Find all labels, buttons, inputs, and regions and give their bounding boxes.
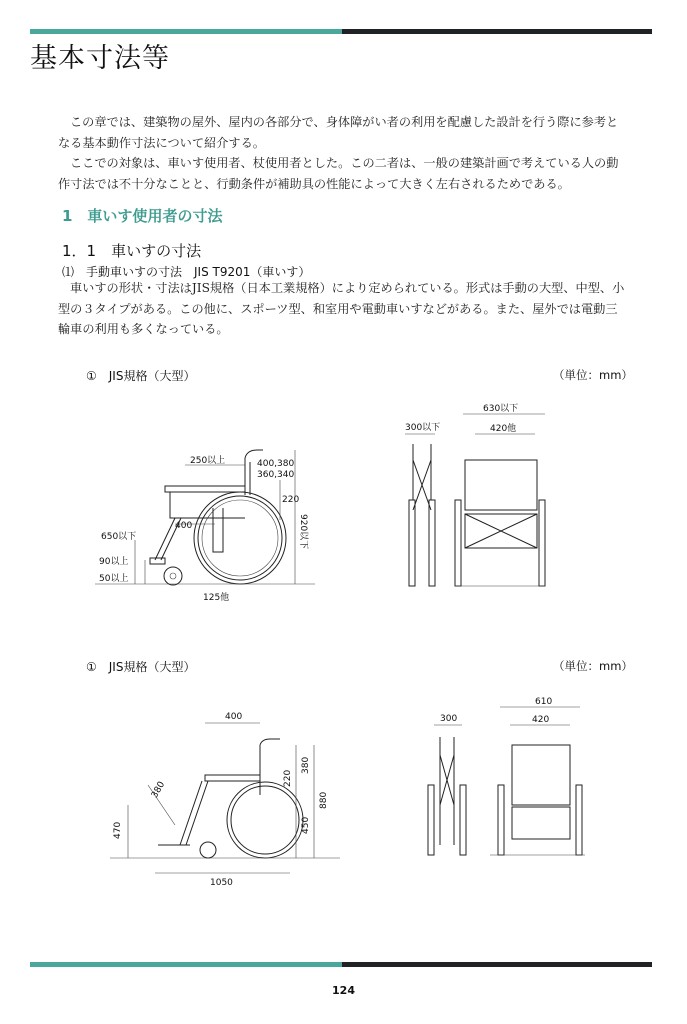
intro-paragraph-2 — [58, 153, 628, 194]
dim-armrest: 220 — [283, 769, 293, 787]
front-wheelchair-icon — [455, 460, 545, 586]
dim-armrest: 220 — [282, 495, 300, 505]
dim-caster: 125他 — [203, 593, 230, 603]
dim-seat-height: 400 — [175, 521, 193, 531]
folded-wheelchair-icon — [409, 444, 435, 586]
intro-paragraph-1 — [58, 112, 628, 153]
dim-leg-len: 380 — [149, 780, 168, 800]
dim-wheel-a: 400,380 — [257, 459, 295, 469]
figure1-label: ① JIS規格（大型） — [86, 369, 196, 383]
intro-paragraph-1-text: この章では、建築物の屋外、屋内の各部分で、身体障がい者の利用を配慮した設計を行う際に参考となる基本動作寸法について紹介する。 — [58, 115, 619, 150]
dim-seat-len: 400 — [225, 712, 243, 722]
wheel-icon — [194, 492, 286, 584]
dim-total-height: 920以下 — [298, 514, 308, 550]
figure2-unit: （単位：mm） — [553, 659, 633, 673]
dim-seat-height: 450 — [301, 816, 311, 834]
dim-leg-height: 470 — [113, 821, 123, 839]
caster-icon — [200, 842, 216, 858]
intro-paragraph-2-text: ここでの対象は、車いす使用者、杖使用者とした。この二者は、一般の建築計画で考えている人の動作寸法では不十分なことと、行動条件が補助具の性能によって大きく左右されるためである。 — [58, 156, 619, 191]
section-heading-1-1: 1．1 車いすの寸法 — [62, 242, 202, 260]
dim-footrest-front: 650以下 — [101, 532, 137, 542]
figure2-front-views — [420, 695, 590, 870]
page-number: 124 — [332, 984, 355, 997]
dim-front-width: 610 — [535, 697, 553, 707]
dim-side-width: 300 — [440, 714, 458, 724]
front-wheelchair-icon — [490, 745, 585, 855]
figure1-side-view — [95, 440, 335, 610]
dim-footrest-b: 50以上 — [99, 574, 129, 584]
dim-front-width: 630以下 — [483, 404, 519, 414]
figure1-unit: （単位：mm） — [553, 368, 633, 382]
footer-rule — [30, 962, 652, 967]
dim-seat-depth: 250以上 — [190, 456, 226, 466]
dim-seat-width: 420 — [532, 715, 550, 725]
subsection-heading-1: ⑴ 手動車いすの寸法 JIS T9201（車いす） — [62, 265, 311, 279]
dim-side-width: 300以下 — [405, 423, 441, 433]
dim-seat-width: 420他 — [490, 424, 517, 434]
wheel-icon — [227, 782, 303, 858]
section-heading-1: 1 車いす使用者の寸法 — [62, 207, 223, 225]
figure2-side-view — [110, 705, 340, 890]
dim-back-len: 380 — [301, 756, 311, 774]
figure2-label: ① JIS規格（大型） — [86, 660, 196, 674]
dim-total-len: 1050 — [210, 878, 233, 888]
dim-wheel-b: 360,340 — [257, 470, 295, 480]
folded-wheelchair-icon — [428, 737, 466, 855]
page-title: 基本寸法等 — [30, 43, 170, 74]
dim-total-height: 880 — [319, 791, 329, 809]
subsection-body — [58, 278, 628, 340]
header-rule — [30, 29, 652, 34]
figure1-front-views — [395, 400, 565, 600]
caster-icon — [164, 567, 182, 585]
subsection-body-text: 車いすの形状・寸法はJIS規格（日本工業規格）により定められている。形式は手動の大型、中型、小型の３タイプがある。この他に、スポーツ型、和室用や電動車いすなどがある。また、屋外では電動三輪車の利用も多くなっている。 — [58, 281, 625, 336]
dim-footrest-a: 90以上 — [99, 557, 129, 567]
